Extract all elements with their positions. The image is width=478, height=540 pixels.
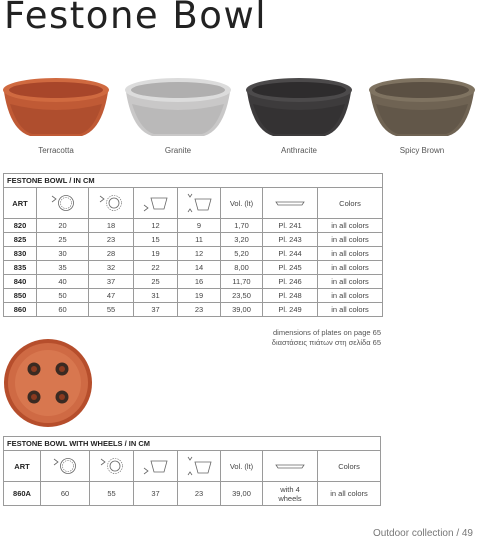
bowl-anthracite (243, 72, 355, 155)
plates-note-en: dimensions of plates on page 65 (273, 328, 381, 337)
header-inner-diameter (90, 451, 134, 482)
inner-diameter-icon (96, 193, 126, 213)
plate-icon (273, 198, 307, 208)
table-row (4, 482, 381, 506)
cell-base-diameter: 22 (134, 261, 178, 275)
cell-inner-diameter: 55 (89, 303, 134, 317)
cell-art: 830 (4, 247, 37, 261)
header-art: ART (4, 451, 41, 482)
table-row (4, 289, 383, 303)
cell-plate: Pl. 246 (263, 275, 318, 289)
header-plate (263, 451, 318, 482)
cell-plate: Pl. 249 (263, 303, 318, 317)
cell-base-diameter: 37 (134, 482, 178, 506)
cell-height: 12 (178, 247, 221, 261)
cell-outer-diameter: 30 (37, 247, 89, 261)
header-base-diameter (134, 451, 178, 482)
cell-colors: in all colors (318, 261, 383, 275)
cell-inner-diameter: 32 (89, 261, 134, 275)
cell-height: 16 (178, 275, 221, 289)
cell-outer-diameter: 20 (37, 219, 89, 233)
inner-diameter-icon (97, 456, 127, 476)
header-outer-diameter (37, 188, 89, 219)
height-icon (184, 192, 214, 214)
header-outer-diameter (41, 451, 90, 482)
cell-height: 14 (178, 261, 221, 275)
cell-height: 11 (178, 233, 221, 247)
cell-art: 825 (4, 233, 37, 247)
cell-volume: 5,20 (221, 247, 263, 261)
bowl-image (0, 72, 112, 142)
cell-base-diameter: 31 (134, 289, 178, 303)
page-title: Festone Bowl (4, 0, 267, 37)
cell-inner-diameter: 47 (89, 289, 134, 303)
header-base-diameter (134, 188, 178, 219)
cell-plate: Pl. 244 (263, 247, 318, 261)
table-row (4, 275, 383, 289)
base-diameter-icon (141, 193, 171, 213)
cell-art: 860 (4, 303, 37, 317)
header-colors: Colors (318, 451, 381, 482)
table-title: FESTONE BOWL WITH WHEELS / IN CM (4, 437, 381, 451)
cell-colors: in all colors (318, 482, 381, 506)
cell-outer-diameter: 40 (37, 275, 89, 289)
cell-colors: in all colors (318, 247, 383, 261)
bowl-spicy-brown (366, 72, 478, 155)
bowl-terracotta (0, 72, 112, 155)
outer-diameter-icon (50, 456, 80, 476)
cell-volume: 39,00 (221, 482, 263, 506)
cell-height: 9 (178, 219, 221, 233)
bowl-image (366, 72, 478, 142)
cell-art: 860A (4, 482, 41, 506)
bowl-base-with-wheels-image (2, 337, 94, 429)
header-colors: Colors (318, 188, 383, 219)
cell-base-diameter: 37 (134, 303, 178, 317)
cell-plate: Pl. 241 (263, 219, 318, 233)
cell-height: 19 (178, 289, 221, 303)
cell-outer-diameter: 35 (37, 261, 89, 275)
bowl-image (243, 72, 355, 142)
cell-colors: in all colors (318, 219, 383, 233)
cell-volume: 23,50 (221, 289, 263, 303)
cell-inner-diameter: 18 (89, 219, 134, 233)
bowl-image (122, 72, 234, 142)
cell-base-diameter: 25 (134, 275, 178, 289)
cell-inner-diameter: 28 (89, 247, 134, 261)
cell-outer-diameter: 50 (37, 289, 89, 303)
cell-height: 23 (178, 303, 221, 317)
table-row (4, 233, 383, 247)
cell-outer-diameter: 60 (37, 303, 89, 317)
cell-plate (263, 482, 318, 506)
cell-colors: in all colors (318, 275, 383, 289)
plate-icon (273, 461, 307, 471)
cell-art: 835 (4, 261, 37, 275)
header-plate (263, 188, 318, 219)
header-inner-diameter (89, 188, 134, 219)
table-row (4, 247, 383, 261)
table-row (4, 303, 383, 317)
cell-colors: in all colors (318, 289, 383, 303)
cell-base-diameter: 19 (134, 247, 178, 261)
cell-plate: Pl. 243 (263, 233, 318, 247)
header-volume: Vol. (lt) (221, 188, 263, 219)
table-row (4, 219, 383, 233)
cell-inner-diameter: 55 (90, 482, 134, 506)
cell-base-diameter: 15 (134, 233, 178, 247)
color-label: Spicy Brown (399, 146, 445, 155)
cell-volume: 11,70 (221, 275, 263, 289)
cell-plate-line1: with 4 (280, 484, 300, 494)
cell-inner-diameter: 37 (89, 275, 134, 289)
cell-base-diameter: 12 (134, 219, 178, 233)
header-height (178, 451, 221, 482)
cell-plate-line2: wheels (278, 493, 302, 503)
plates-note-el: διαστάσεις πιάτων στη σελίδα 65 (271, 338, 381, 347)
festone-bowl-table (3, 173, 383, 317)
cell-volume: 39,00 (221, 303, 263, 317)
cell-art: 850 (4, 289, 37, 303)
cell-outer-diameter: 25 (37, 233, 89, 247)
cell-outer-diameter: 60 (41, 482, 90, 506)
cell-plate: Pl. 245 (263, 261, 318, 275)
cell-art: 820 (4, 219, 37, 233)
color-label: Granite (164, 146, 192, 155)
cell-plate: Pl. 248 (263, 289, 318, 303)
header-volume: Vol. (lt) (221, 451, 263, 482)
festone-bowl-wheels-table (3, 436, 381, 506)
header-art: ART (4, 188, 37, 219)
page-footer: Outdoor collection / 49 (372, 528, 473, 539)
cell-colors: in all colors (318, 303, 383, 317)
cell-height: 23 (178, 482, 221, 506)
height-icon (184, 455, 214, 477)
table-header-row (4, 188, 383, 219)
cell-volume: 3,20 (221, 233, 263, 247)
table-title: FESTONE BOWL / IN CM (4, 174, 383, 188)
color-label: Terracotta (38, 146, 74, 155)
base-diameter-icon (141, 456, 171, 476)
table-row (4, 261, 383, 275)
header-height (178, 188, 221, 219)
outer-diameter-icon (48, 193, 78, 213)
cell-colors: in all colors (318, 233, 383, 247)
plates-note (272, 328, 381, 348)
color-label: Anthracite (280, 146, 318, 155)
bowl-granite (122, 72, 234, 155)
table-header-row (4, 451, 381, 482)
cell-art: 840 (4, 275, 37, 289)
cell-volume: 8,00 (221, 261, 263, 275)
cell-volume: 1,70 (221, 219, 263, 233)
cell-inner-diameter: 23 (89, 233, 134, 247)
color-swatches (0, 72, 478, 162)
